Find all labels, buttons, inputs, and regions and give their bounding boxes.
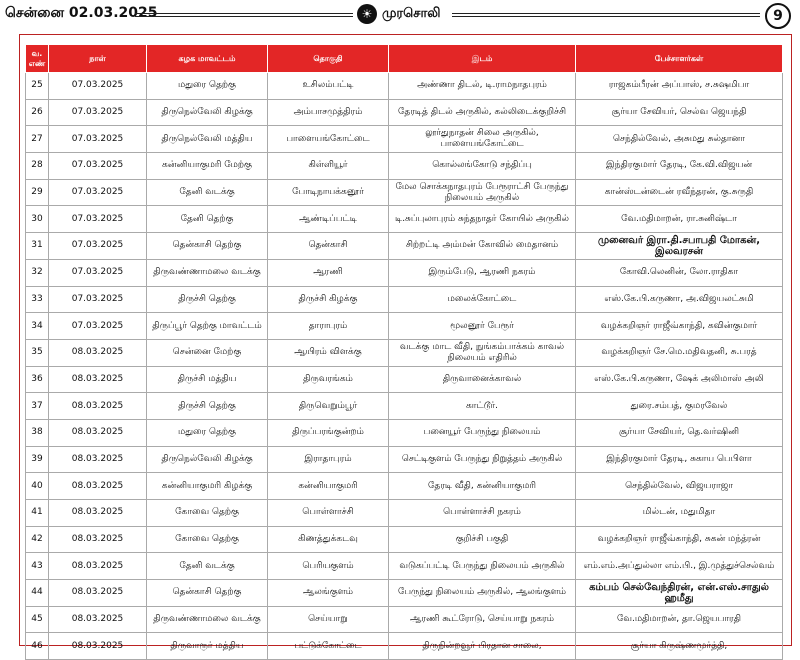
cell-constituency: செய்யாறு (268, 606, 389, 633)
cell-constituency: திருவரங்கம் (268, 366, 389, 393)
cell-date: 07.03.2025 (49, 313, 147, 340)
cell-speakers: வழக்கறிஞர் ராஜீவ்காந்தி, சுகன் மந்த்ரன் (576, 526, 783, 553)
cell-district: திருவண்ணாமலை வடக்கு (147, 259, 268, 286)
cell-speakers: முனைவர் இரா.தி.சபாபதி மோகன், இலவரசன் (576, 233, 783, 260)
cell-speakers: கோவி.லெனின், லோ.ராதிகா (576, 259, 783, 286)
brand-name: முரசொலி (382, 6, 441, 21)
cell-number: 46 (26, 633, 49, 660)
cell-date: 07.03.2025 (49, 233, 147, 260)
cell-place: குறிச்சி பகுதி (389, 526, 576, 553)
cell-constituency: இராதாபுரம் (268, 446, 389, 473)
cell-number: 45 (26, 606, 49, 633)
table-row (26, 339, 783, 366)
cell-speakers: மில்டன், மதுமிதா (576, 500, 783, 527)
table-header-row (26, 45, 783, 73)
cell-constituency: பெரியகுளம் (268, 553, 389, 580)
table-row (26, 393, 783, 420)
cell-speakers: எம்.எம்.அப்துல்லா எம்.பி., இ.முத்துச்செல்வம் (576, 553, 783, 580)
cell-number: 41 (26, 500, 49, 527)
cell-number: 40 (26, 473, 49, 500)
cell-constituency: திருவெறும்பூர் (268, 393, 389, 420)
cell-number: 38 (26, 419, 49, 446)
cell-district: மதுரை தெற்கு (147, 419, 268, 446)
cell-number: 34 (26, 313, 49, 340)
cell-speakers: வழக்கறிஞர் சே.மெ.மதிவதனி, சு.பரத் (576, 339, 783, 366)
table-row (26, 313, 783, 340)
cell-speakers: ராஜகம்பீரன் அப்பாஸ், ச.சுஷமிபா (576, 73, 783, 100)
cell-place: பேருந்து நிலையம் அருகில், ஆலங்குளம் (389, 580, 576, 607)
cell-date: 07.03.2025 (49, 73, 147, 100)
cell-place: தேரடித் திடல் அருகில், கல்லிடைக்குறிச்சி (389, 99, 576, 126)
cell-constituency: ஆரணி (268, 259, 389, 286)
cell-constituency: தென்காசி (268, 233, 389, 260)
cell-number: 33 (26, 286, 49, 313)
cell-district: திருச்சி மத்திய (147, 366, 268, 393)
cell-constituency: தாராபுரம் (268, 313, 389, 340)
cell-number: 42 (26, 526, 49, 553)
table-row (26, 179, 783, 206)
cell-district: திருச்சி தெற்கு (147, 393, 268, 420)
col-header-constituency: தொகுதி (268, 45, 389, 73)
cell-place: சிற்றட்டி அம்மன் கோவில் மைதானம் (389, 233, 576, 260)
cell-date: 07.03.2025 (49, 179, 147, 206)
cell-constituency: பாளையங்கோட்டை (268, 126, 389, 153)
cell-date: 08.03.2025 (49, 339, 147, 366)
cell-date: 07.03.2025 (49, 259, 147, 286)
cell-place: மூலனூர் பேரூர் (389, 313, 576, 340)
cell-place: வடுகப்பட்டி பேருந்து நிலையம் அருகில் (389, 553, 576, 580)
cell-place: பொள்ளாச்சி நகரம் (389, 500, 576, 527)
cell-place: டி.சுப்புலாபுரம் சுந்தநாதர் கோயில் அருகில் (389, 206, 576, 233)
cell-constituency: பொள்ளாச்சி (268, 500, 389, 527)
cell-date: 07.03.2025 (49, 206, 147, 233)
cell-district: தேனி வடக்கு (147, 553, 268, 580)
table-row (26, 206, 783, 233)
cell-place: பனையூர் பேருந்து நிலையம் (389, 419, 576, 446)
cell-place: தேரடி வீதி, கன்னியாகுமரி (389, 473, 576, 500)
cell-date: 08.03.2025 (49, 633, 147, 660)
cell-district: திருச்சி தெற்கு (147, 286, 268, 313)
col-header-date: நாள் (49, 45, 147, 73)
cell-date: 08.03.2025 (49, 473, 147, 500)
cell-date: 08.03.2025 (49, 606, 147, 633)
cell-number: 44 (26, 580, 49, 607)
cell-speakers: சூர்யா சேவியர், செல்வ ஜெயந்தி (576, 99, 783, 126)
table-row (26, 473, 783, 500)
cell-number: 26 (26, 99, 49, 126)
header-rule-left (135, 13, 353, 17)
cell-district: கன்னியாகுமரி கிழக்கு (147, 473, 268, 500)
cell-constituency: கிணத்துக்கடவு (268, 526, 389, 553)
cell-speakers: கான்ஸ்டன்டைன் ரவீந்தரன், கு.சுருதி (576, 179, 783, 206)
cell-place: இரும்பேடு, ஆரணி நகரம் (389, 259, 576, 286)
cell-place: அண்ணா திடல், டி.ராமநாதபுரம் (389, 73, 576, 100)
cell-date: 08.03.2025 (49, 553, 147, 580)
cell-constituency: திருச்சி கிழக்கு (268, 286, 389, 313)
cell-number: 32 (26, 259, 49, 286)
col-header-district: கழக மாவட்டம் (147, 45, 268, 73)
table-row (26, 286, 783, 313)
cell-place: திருநின்றவூர் பிரதான சாலை, (389, 633, 576, 660)
cell-place: ஆரணி கூட்ரோடு, செய்யாறு நகரம் (389, 606, 576, 633)
cell-place: செட்டிகுளம் பேருந்து நிறுத்தம் அருகில் (389, 446, 576, 473)
cell-district: தென்காசி தெற்கு (147, 233, 268, 260)
cell-number: 36 (26, 366, 49, 393)
cell-constituency: கிள்ளியூர் (268, 153, 389, 180)
cell-district: தென்காசி தெற்கு (147, 580, 268, 607)
cell-district: கோவை தெற்கு (147, 500, 268, 527)
page-header (0, 0, 800, 30)
table-row (26, 526, 783, 553)
cell-number: 30 (26, 206, 49, 233)
cell-date: 08.03.2025 (49, 500, 147, 527)
cell-speakers: எஸ்.கே.பி.கருணா, அ.விஜயலட்சுமி (576, 286, 783, 313)
header-rule-right (452, 13, 760, 17)
table-row (26, 500, 783, 527)
cell-district: திருவண்ணாமலை வடக்கு (147, 606, 268, 633)
col-header-speakers: பேச்சாளர்கள் (576, 45, 783, 73)
cell-speakers: கம்பம் செல்வேந்திரன், என்.எஸ்.சாதுல் ஹமீது (576, 580, 783, 607)
cell-constituency: உசிலம்பட்டி (268, 73, 389, 100)
cell-speakers: செந்தில்வேல், அசுமது சுல்தானா (576, 126, 783, 153)
table-row (26, 553, 783, 580)
sun-logo-icon: ☀ (357, 4, 377, 24)
cell-speakers: சூர்யா கிருஷ்ணமூர்த்தி, (576, 633, 783, 660)
table-row (26, 419, 783, 446)
cell-date: 08.03.2025 (49, 446, 147, 473)
edition-date: சென்னை 02.03.2025 (5, 5, 158, 21)
table-row (26, 259, 783, 286)
table-row (26, 580, 783, 607)
cell-speakers: வே.மதிமாறன், ரா.சுனிஷ்டா (576, 206, 783, 233)
table-row (26, 606, 783, 633)
cell-district: தேனி வடக்கு (147, 179, 268, 206)
cell-district: திருநெல்வேலி கிழக்கு (147, 446, 268, 473)
cell-place: மேல சொக்கநாதபுரம் பேரூராட்சி பேருந்து நிலையம் அருகில் (389, 179, 576, 206)
cell-constituency: ஆயிரம் விளக்கு (268, 339, 389, 366)
table-row (26, 633, 783, 660)
cell-district: திருவாரூர் மத்திய (147, 633, 268, 660)
cell-number: 43 (26, 553, 49, 580)
cell-district: திருப்பூர் தெற்கு மாவட்டம் (147, 313, 268, 340)
cell-date: 08.03.2025 (49, 393, 147, 420)
table-row (26, 73, 783, 100)
cell-district: திருநெல்வேலி கிழக்கு (147, 99, 268, 126)
cell-district: திருநெல்வேலி மத்திய (147, 126, 268, 153)
cell-constituency: போடிநாயக்கனூர் (268, 179, 389, 206)
cell-place: மலைக்கோட்டை (389, 286, 576, 313)
cell-speakers: துரை.சம்பத், குமரவேல் (576, 393, 783, 420)
col-header-number: வ. எண் (26, 45, 49, 73)
cell-place: கொல்லங்கோடு சந்திப்பு (389, 153, 576, 180)
table-row (26, 233, 783, 260)
cell-date: 07.03.2025 (49, 286, 147, 313)
cell-date: 07.03.2025 (49, 126, 147, 153)
cell-date: 08.03.2025 (49, 419, 147, 446)
cell-speakers: செந்தில்வேல், விஜயராஜா (576, 473, 783, 500)
cell-constituency: அம்பாசமுத்திரம் (268, 99, 389, 126)
cell-speakers: எஸ்.கே.பி.கருணா, ஷேக் அலிமாஸ் அலி (576, 366, 783, 393)
cell-number: 28 (26, 153, 49, 180)
cell-place: லூர்துநாதன் சிலை அருகில், பாளையங்கோட்டை (389, 126, 576, 153)
cell-number: 35 (26, 339, 49, 366)
cell-constituency: திருப்பரங்குன்றம் (268, 419, 389, 446)
cell-district: தேனி தெற்கு (147, 206, 268, 233)
cell-place: காட்டூர். (389, 393, 576, 420)
cell-number: 39 (26, 446, 49, 473)
cell-district: கன்னியாகுமரி மேற்கு (147, 153, 268, 180)
cell-speakers: இந்திரகுமார் தேரடி, சுகாய பெபிளா (576, 446, 783, 473)
table-row (26, 99, 783, 126)
cell-place: திருவானைக்காவல் (389, 366, 576, 393)
cell-date: 08.03.2025 (49, 366, 147, 393)
cell-constituency: ஆண்டிப்பட்டி (268, 206, 389, 233)
cell-date: 08.03.2025 (49, 526, 147, 553)
cell-constituency: கன்னியாகுமரி (268, 473, 389, 500)
table-row (26, 446, 783, 473)
cell-date: 07.03.2025 (49, 153, 147, 180)
table-row (26, 126, 783, 153)
cell-date: 08.03.2025 (49, 580, 147, 607)
cell-district: கோவை தெற்கு (147, 526, 268, 553)
cell-district: மதுரை தெற்கு (147, 73, 268, 100)
cell-date: 07.03.2025 (49, 99, 147, 126)
page-number: 9 (765, 3, 791, 29)
cell-number: 25 (26, 73, 49, 100)
cell-constituency: ஆலங்குளம் (268, 580, 389, 607)
cell-speakers: சூர்யா சேவியர், தெ.வர்ஷினி (576, 419, 783, 446)
table-body (26, 73, 783, 660)
schedule-table (25, 44, 783, 660)
cell-speakers: இந்திரகுமார் தேரடி, கே.வி.விஜயன் (576, 153, 783, 180)
table-row (26, 153, 783, 180)
table-row (26, 366, 783, 393)
cell-constituency: பட்டுக்கோட்டை (268, 633, 389, 660)
cell-number: 37 (26, 393, 49, 420)
cell-district: சென்னை மேற்கு (147, 339, 268, 366)
cell-number: 31 (26, 233, 49, 260)
cell-speakers: வழக்கறிஞர் ராஜீவ்காந்தி, கவின்குமார் (576, 313, 783, 340)
cell-number: 27 (26, 126, 49, 153)
cell-number: 29 (26, 179, 49, 206)
cell-speakers: வே.மதிமாறன், தா.ஜெயபாரதி (576, 606, 783, 633)
cell-place: வடக்கு மாட வீதி, நுங்கம்பாக்கம் காவல் நிலையம் எதிரில் (389, 339, 576, 366)
col-header-place: இடம் (389, 45, 576, 73)
